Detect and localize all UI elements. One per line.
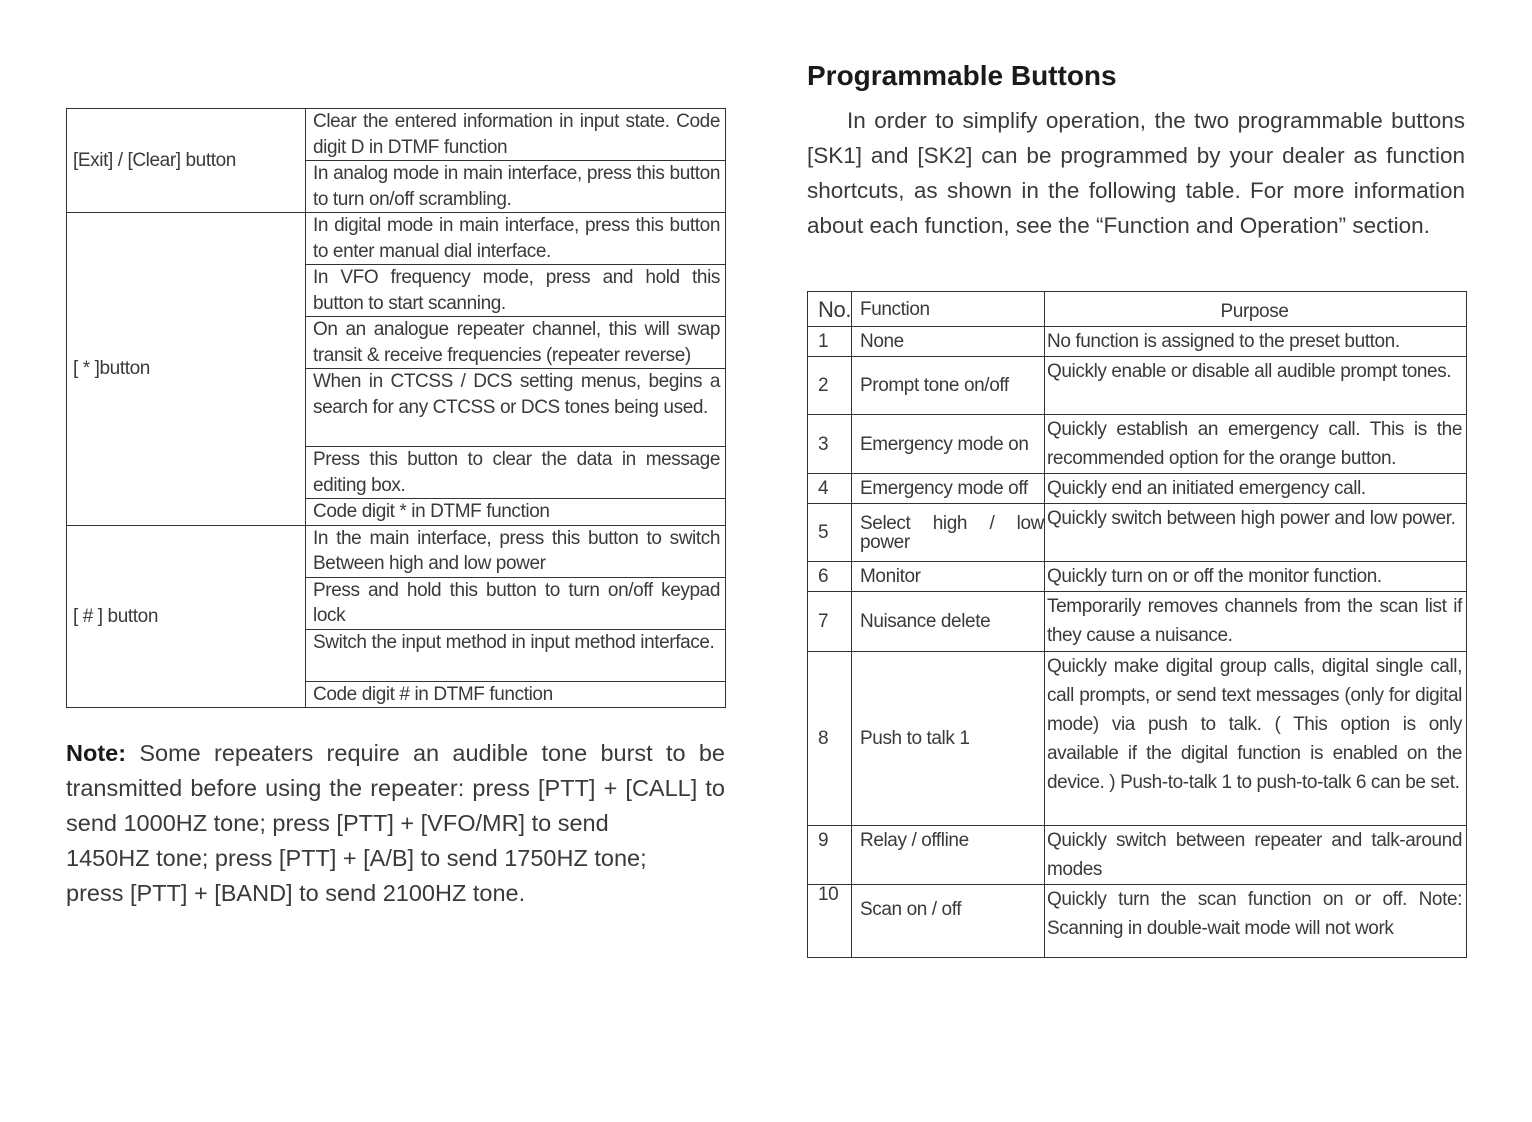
note-line: press [PTT] + [BAND] to send 2100HZ tone.	[66, 880, 526, 906]
star-button-label: [ * ]button	[67, 213, 306, 526]
table-row	[808, 474, 1467, 504]
row-function: Push to talk 1	[852, 652, 1045, 826]
row-number: 7	[808, 592, 852, 652]
row-function: Select high / low power	[852, 504, 1045, 562]
table-row	[808, 652, 1467, 826]
table-row	[808, 504, 1467, 562]
table-row	[808, 562, 1467, 592]
table-row	[808, 415, 1467, 474]
header-no: No.	[808, 292, 852, 327]
row-function: Relay / offline	[852, 826, 1045, 885]
table-row	[808, 327, 1467, 357]
intro-line: [SK1] and [SK2] can be programmed by your dealer as function	[807, 143, 1465, 168]
table-header-row	[808, 292, 1467, 327]
description-cell: In digital mode in main interface, press this button to enter manual dial interface.	[306, 213, 726, 265]
row-number: 8	[808, 652, 852, 826]
hash-button-label: [ # ] button	[67, 525, 306, 708]
intro-line: about each function, see the “Function and Operation” section.	[807, 213, 1430, 238]
row-purpose: No function is assigned to the preset button.	[1045, 327, 1467, 357]
header-function: Function	[852, 292, 1045, 327]
row-function: Emergency mode on	[852, 415, 1045, 474]
note-line	[66, 736, 725, 771]
row-purpose: Temporarily removes channels from the scan list if they cause a nuisance.	[1045, 592, 1467, 652]
intro-paragraph	[807, 103, 1465, 243]
note-line: transmitted before using the repeater: press [PTT] + [CALL] to	[66, 775, 725, 801]
row-number: 1	[808, 327, 852, 357]
note-line: send 1000HZ tone; press [PTT] + [VFO/MR] to send	[66, 810, 609, 836]
row-purpose: Quickly switch between repeater and talk-around modes	[1045, 826, 1467, 885]
description-cell: Switch the input method in input method interface.	[306, 629, 726, 681]
row-number: 5	[808, 504, 852, 562]
row-purpose: Quickly turn on or off the monitor function.	[1045, 562, 1467, 592]
row-number: 4	[808, 474, 852, 504]
row-number: 6	[808, 562, 852, 592]
row-function: None	[852, 327, 1045, 357]
page-title: Programmable Buttons	[807, 60, 1117, 91]
header-purpose: Purpose	[1045, 292, 1467, 327]
table-row	[67, 525, 726, 577]
description-cell: In analog mode in main interface, press this button to turn on/off scrambling.	[306, 161, 726, 213]
row-purpose: Quickly turn the scan function on or off. Note: Scanning in double-wait mode will not work	[1045, 885, 1467, 958]
row-number: 3	[808, 415, 852, 474]
table-row	[808, 357, 1467, 415]
intro-line: shortcuts, as shown in the following table. For more information	[807, 178, 1465, 203]
button-functions-table	[66, 108, 726, 708]
description-cell: Press this button to clear the data in message editing box.	[306, 447, 726, 499]
row-purpose: Quickly end an initiated emergency call.	[1045, 474, 1467, 504]
description-cell: In VFO frequency mode, press and hold this button to start scanning.	[306, 265, 726, 317]
note-text: Some repeaters require an audible tone burst to be	[139, 740, 725, 766]
row-function: Monitor	[852, 562, 1045, 592]
row-number: 2	[808, 357, 852, 415]
table-row	[808, 592, 1467, 652]
note-line: 1450HZ tone; press [PTT] + [A/B] to send 1750HZ tone;	[66, 845, 647, 871]
description-cell: Code digit # in DTMF function	[306, 681, 726, 708]
description-cell: When in CTCSS / DCS setting menus, begins a search for any CTCSS or DCS tones being used.	[306, 369, 726, 447]
intro-line: In order to simplify operation, the two programmable buttons	[847, 108, 1465, 133]
row-function: Prompt tone on/off	[852, 357, 1045, 415]
description-cell: On an analogue repeater channel, this will swap transit & receive frequencies (repeater reverse)	[306, 317, 726, 369]
table-row	[67, 213, 726, 265]
programmable-buttons-table	[807, 291, 1467, 958]
row-purpose: Quickly establish an emergency call. This is the recommended option for the orange button.	[1045, 415, 1467, 474]
row-purpose: Quickly make digital group calls, digital single call, call prompts, or send text messages (only for digital mode) via push to talk. ( This option is only available if the digital function is enabled on the device. ) Push-to-talk 1 to push-to-talk 6 can be set.	[1045, 652, 1467, 826]
row-purpose: Quickly enable or disable all audible prompt tones.	[1045, 357, 1467, 415]
table-row	[67, 109, 726, 161]
description-cell: Press and hold this button to turn on/off keypad lock	[306, 577, 726, 629]
table-row	[808, 826, 1467, 885]
row-number: 9	[808, 826, 852, 885]
note-paragraph	[66, 736, 725, 911]
description-cell: Code digit * in DTMF function	[306, 499, 726, 526]
row-function: Emergency mode off	[852, 474, 1045, 504]
row-function: Scan on / off	[852, 885, 1045, 958]
note-label: Note:	[66, 740, 127, 766]
description-cell: In the main interface, press this button to switch Between high and low power	[306, 525, 726, 577]
row-purpose: Quickly switch between high power and low power.	[1045, 504, 1467, 562]
table-row	[808, 885, 1467, 958]
row-function: Nuisance delete	[852, 592, 1045, 652]
exit-clear-button-label: [Exit] / [Clear] button	[67, 109, 306, 213]
description-cell: Clear the entered information in input state. Code digit D in DTMF function	[306, 109, 726, 161]
row-number: 10	[808, 885, 852, 958]
